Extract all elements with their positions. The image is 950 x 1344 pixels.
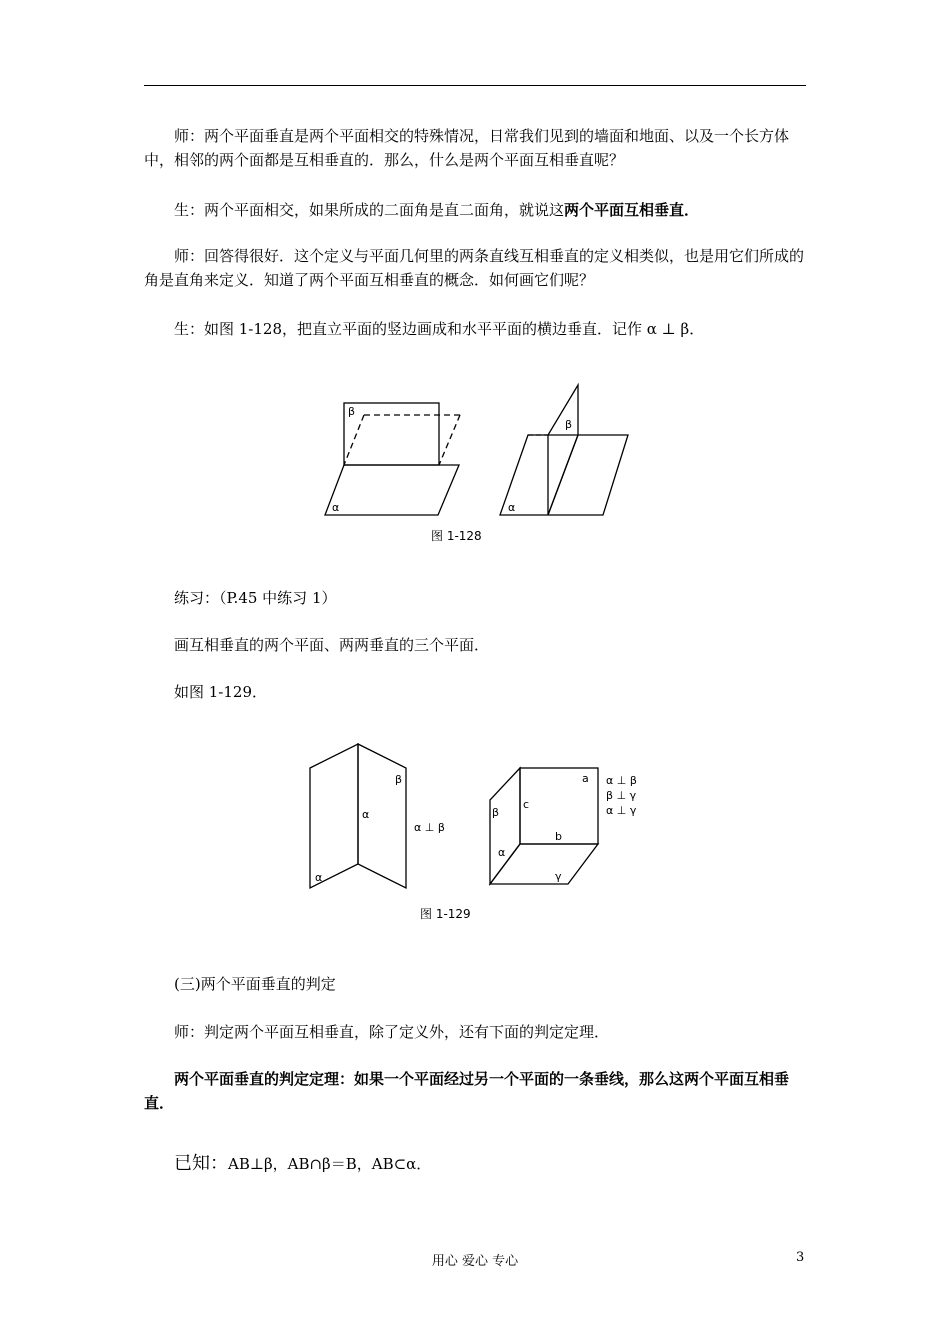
paragraph-student-definition [144,198,806,222]
theorem-text: 两个平面垂直的判定定理：如果一个平面经过另一个平面的一条垂线，那么这两个平面互相垂直． [144,1070,790,1112]
fig128-right-plane-lower-edge [548,435,578,515]
figure-1-128 [318,395,638,595]
given-conditions: AB⊥β，AB∩β＝B，AB⊂α． [228,1155,432,1173]
paragraph-exercise: 练习：（P.45 中练习 1） [174,589,337,607]
figure-1-129 [306,738,666,928]
fig129-left-label-alpha-bottom: α [315,871,323,884]
paragraph-exercise-task: 画互相垂直的两个平面、两两垂直的三个平面． [174,636,490,654]
page-number: 3 [796,1250,805,1265]
fig129-relation-2: β ⊥ γ [606,789,637,802]
definition-bold-term: 两个平面互相垂直． [564,201,700,219]
section-heading-criterion: (三)两个平面垂直的判定 [174,975,336,993]
paragraph-teacher-criterion: 师：判定两个平面互相垂直，除了定义外，还有下面的判定定理． [174,1023,610,1041]
fig128-right-horizontal-plane [500,435,628,515]
fig128-left-hidden-left-edge [344,415,364,465]
fig129-cube-label-gamma: γ [555,870,562,883]
fig128-label-alpha-1: α [332,501,340,514]
paragraph-student-drawing: 生：如图 1-128，把直立平面的竖边画成和水平平面的横边垂直．记作 α ⊥ β． [174,320,705,338]
fig128-label-beta-1: β [348,405,356,418]
fig129-cube-label-beta: β [492,806,500,819]
fig129-cube-label-b: b [555,830,562,843]
fig129-relation-3: α ⊥ γ [606,804,637,817]
fig128-left-hidden-right-edge [439,415,460,465]
fig128-left-horizontal-plane [325,465,459,515]
fig129-caption: 图 1-129 [420,907,471,921]
fig128-right-vertical-plane [548,385,578,515]
fig129-left-relation: α ⊥ β [414,821,445,834]
fig129-cube-label-c: c [523,798,530,811]
fig129-left-label-beta: β [395,773,403,786]
paragraph-figure-ref: 如图 1-129． [174,683,268,701]
paragraph-given [144,1152,806,1176]
theorem-statement [144,1067,806,1115]
fig129-cube-label-alpha: α [498,846,506,859]
definition-text: 生：两个平面相交，如果所成的二面角是直二面角，就说这 [174,201,565,219]
fig128-label-beta-2: β [565,418,573,431]
fig129-cube-bottom-face [490,844,598,884]
given-lead: 已知： [174,1153,228,1174]
header-rule [144,85,806,86]
fig129-cube-side-face [490,768,520,884]
fig128-left-vertical-plane [344,403,439,465]
fig129-left-label-alpha-mid: α [362,808,370,821]
fig128-caption: 图 1-128 [431,529,482,543]
fig129-left-plane-left [310,744,358,888]
footer-motto: 用心 爱心 专心 [431,1254,519,1269]
fig129-relation-1: α ⊥ β [606,774,637,787]
fig128-label-alpha-2: α [508,501,516,514]
fig129-cube-label-a: a [582,772,589,785]
paragraph-teacher-intro: 师：两个平面垂直是两个平面相交的特殊情况，日常我们见到的墙面和地面、以及一个长方体中，相邻的两个面都是互相垂直的．那么，什么是两个平面互相垂直呢？ [144,127,790,169]
paragraph-teacher-response: 师：回答得很好．这个定义与平面几何里的两条直线互相垂直的定义相类似，也是用它们所成的角是直角来定义．知道了两个平面互相垂直的概念．如何画它们呢？ [144,247,805,289]
